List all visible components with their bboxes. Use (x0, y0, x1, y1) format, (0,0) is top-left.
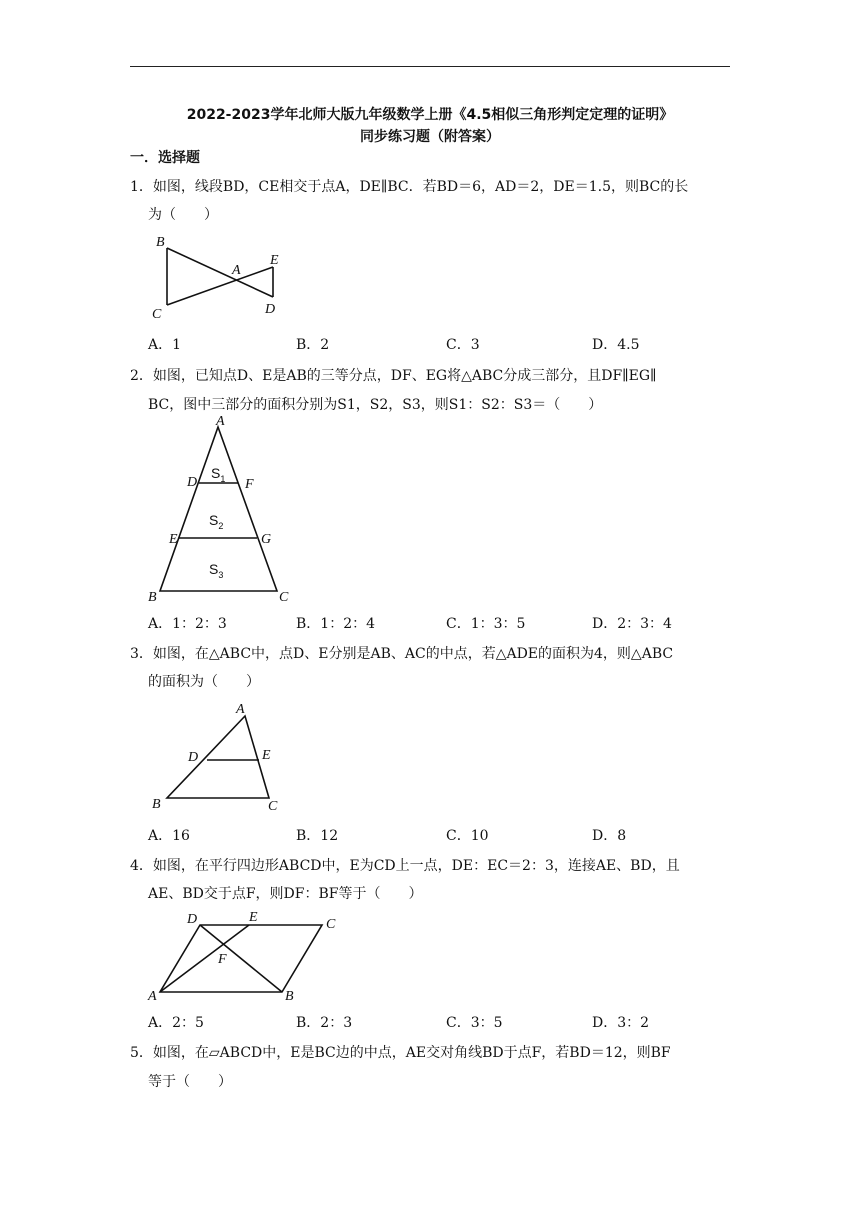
question-4-line2: AE、BD交于点F，则DF：BF等于（ ） (148, 886, 423, 902)
question-3-line1: 3．如图，在△ABC中，点D、E分别是AB、AC的中点，若△ADE的面积为4，则△ABC (130, 646, 674, 662)
q4-label-f: F (218, 952, 227, 967)
question-2-option-b: B．1：2：4 (296, 616, 376, 632)
question-1-line1: 1．如图，线段BD，CE相交于点A，DE∥BC．若BD＝6，AD＝2，DE＝1.5，则BC的长 (130, 179, 689, 195)
header-rule (130, 66, 730, 67)
question-2-option-d: D．2：3：4 (592, 616, 672, 632)
question-4-option-c: C．3：5 (446, 1015, 503, 1031)
question-1-option-c: C．3 (446, 337, 480, 353)
question-3-option-c: C．10 (446, 828, 489, 844)
question-3-option-d: D．8 (592, 828, 627, 844)
question-2-line1: 2．如图，已知点D、E是AB的三等分点，DF、EG将△ABC分成三部分，且DF∥EG∥ (130, 368, 657, 384)
q2-label-c: C (279, 590, 289, 605)
q4-label-c: C (326, 917, 336, 932)
question-2-line2: BC，图中三部分的面积分别为S1，S2，S3，则S1：S2：S3＝（ ） (148, 397, 603, 413)
question-2-figure (145, 415, 300, 605)
q2-region-s2: $S_2$ (209, 512, 224, 531)
question-5-line2: 等于（ ） (148, 1074, 232, 1090)
q2-label-d: D (187, 475, 198, 490)
question-5-line1: 5．如图，在▱ABCD中，E是BC边的中点，AE交对角线BD于点F，若BD＝12，则BF (130, 1045, 671, 1061)
q2-region-s3: $S_3$ (209, 561, 224, 580)
question-3-option-b: B．12 (296, 828, 339, 844)
q1-label-b: B (156, 235, 165, 250)
question-4-option-a: A．2：5 (148, 1015, 204, 1031)
q2-label-a: A (216, 414, 225, 429)
question-4-option-b: B．2：3 (296, 1015, 353, 1031)
q1-label-d: D (265, 302, 276, 317)
q4-label-d: D (187, 912, 198, 927)
q3-label-e: E (262, 748, 271, 763)
q1-label-c: C (152, 307, 162, 322)
section-title: 一．选择题 (130, 150, 200, 166)
q2-label-f: F (245, 477, 254, 492)
question-4-line1: 4．如图，在平行四边形ABCD中，E为CD上一点，DE：EC＝2：3，连接AE、BD，且 (130, 858, 680, 874)
question-1-option-b: B．2 (296, 337, 330, 353)
page-title-line2: 同步练习题（附答案） (360, 129, 500, 145)
question-2-option-c: C．1：3：5 (446, 616, 526, 632)
q3-label-d: D (188, 750, 199, 765)
question-2-option-a: A．1：2：3 (148, 616, 227, 632)
q4-label-b: B (285, 989, 294, 1004)
q2-region-s1: $S_1$ (211, 465, 226, 484)
question-1-line2: 为（ ） (148, 207, 218, 223)
q4-label-a: A (148, 989, 157, 1004)
q4-label-e: E (249, 910, 258, 925)
q1-label-a: A (232, 263, 241, 278)
question-4-figure (145, 905, 355, 1005)
q2-label-e: E (169, 532, 178, 547)
q1-label-e: E (270, 253, 279, 268)
question-3-option-a: A．16 (148, 828, 190, 844)
q3-label-c: C (268, 799, 278, 814)
question-1-option-a: A．1 (148, 337, 182, 353)
question-4-option-d: D．3：2 (592, 1015, 650, 1031)
question-3-figure (150, 698, 290, 816)
question-1-figure (150, 230, 290, 320)
q3-label-a: A (236, 702, 245, 717)
q2-label-g: G (261, 532, 272, 547)
question-3-line2: 的面积为（ ） (148, 674, 260, 690)
page-title-line1: 2022-2023学年北师大版九年级数学上册《4.5相似三角形判定定理的证明》 (186, 107, 674, 123)
q3-label-b: B (152, 797, 161, 812)
q2-label-b: B (148, 590, 157, 605)
question-1-option-d: D．4.5 (592, 337, 640, 353)
